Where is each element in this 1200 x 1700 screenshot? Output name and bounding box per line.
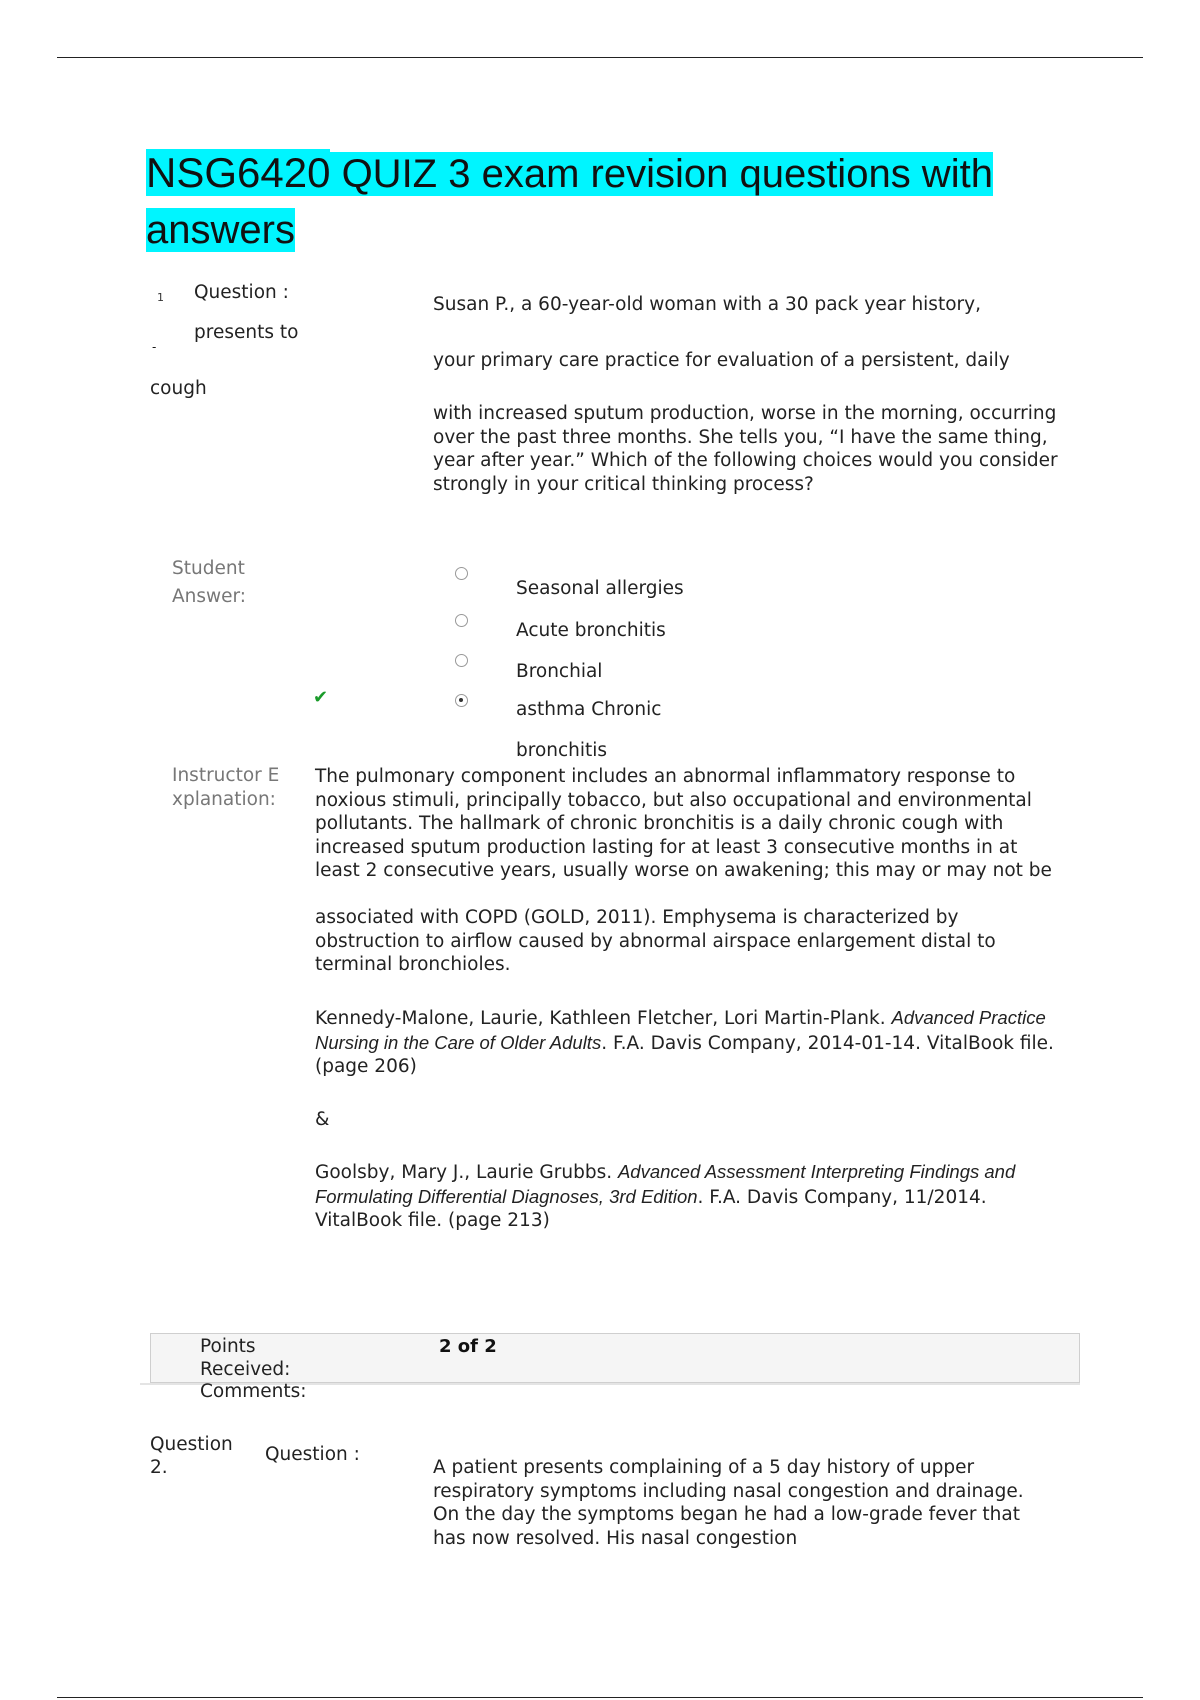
question-text-line2: your primary care practice for evaluation of a persistent, daily	[433, 350, 1010, 371]
option-radio-4[interactable]	[455, 694, 468, 707]
question-2-text: A patient presents complaining of a 5 day history of upper respiratory symptoms including nasal congestion and drainage. On the day the symptoms began he had a low-grade fever that has now resolved. His nasal congestion	[433, 1457, 1024, 1549]
points-received-label: Points Received:	[200, 1336, 291, 1380]
course-code: NSG6420	[146, 149, 331, 196]
question-label-cont2: cough	[150, 378, 207, 399]
option-label-4: asthma Chronic	[516, 699, 662, 720]
question-text-rest: with increased sputum production, worse in the morning, occurring over the past three months. She tells you, “I have the same thing, year after year.” Which of the following choices would you consider strongly in your critical thinking process?	[433, 403, 1058, 495]
question-number: 1	[157, 291, 164, 304]
option-radio-3[interactable]	[455, 654, 468, 667]
option-radio-1[interactable]	[455, 567, 468, 580]
question-text-line1: Susan P., a 60-year-old woman with a 30 pack year history,	[433, 294, 981, 315]
explanation-paragraph-1: The pulmonary component includes an abnormal inflammatory response to noxious stimuli, principally tobacco, but also occupational and environmental pollutants. The hallmark of chronic bronchitis is a daily chronic cough with increased sputum production lasting for at least 3 consecutive months in at least 2 consecutive years, usually worse on awakening; this may or may not be	[315, 766, 1052, 881]
points-value: 2 of 2	[439, 1336, 497, 1357]
page-title	[146, 145, 1026, 258]
question-label-cont: presents to	[194, 322, 299, 343]
question-2-number: Question 2.	[150, 1434, 233, 1478]
option-label-1: Seasonal allergies	[516, 578, 684, 599]
reference-2-book-title: Advanced Assessment Interpreting Findings and Formulating Differential Diagnoses, 3rd Edition	[315, 1161, 1016, 1207]
explanation-paragraph-2: associated with COPD (GOLD, 2011). Emphysema is characterized by obstruction to airflow caused by abnormal airspace enlargement distal to terminal bronchioles.	[315, 907, 996, 975]
dash-marker: -	[152, 340, 157, 354]
option-radio-2[interactable]	[455, 614, 468, 627]
reference-2-publisher: . F.A. Davis Company, 11/2014. VitalBook file. (page 213)	[315, 1186, 987, 1231]
top-rule	[57, 57, 1143, 58]
instructor-explanation-label: Instructor Explanation:	[172, 765, 280, 810]
correct-check-icon: ✔	[313, 687, 329, 708]
reference-1	[315, 1006, 1075, 1079]
ampersand: &	[315, 1109, 330, 1130]
bottom-rule	[57, 1697, 1143, 1698]
reference-1-publisher: . F.A. Davis Company, 2014-01-14. VitalBook file. (page 206)	[315, 1032, 1054, 1077]
title-rest: QUIZ 3 exam revision questions with answers	[146, 152, 993, 252]
comments-label: Comments:	[200, 1381, 307, 1402]
reference-1-book-title: Advanced Practice Nursing in the Care of Older Adults	[315, 1007, 1046, 1053]
question-2-label: Question :	[265, 1444, 360, 1465]
reference-2	[315, 1160, 1065, 1233]
option-label-2: Acute bronchitis	[516, 620, 666, 641]
student-answer-label: Student Answer:	[172, 558, 247, 607]
reference-1-authors: Kennedy-Malone, Laurie, Kathleen Fletcher, Lori Martin-Plank.	[315, 1008, 892, 1029]
question-label: Question :	[194, 282, 289, 303]
option-label-5: bronchitis	[516, 740, 608, 761]
reference-2-authors: Goolsby, Mary J., Laurie Grubbs.	[315, 1162, 618, 1183]
option-label-3: Bronchial	[516, 661, 603, 682]
